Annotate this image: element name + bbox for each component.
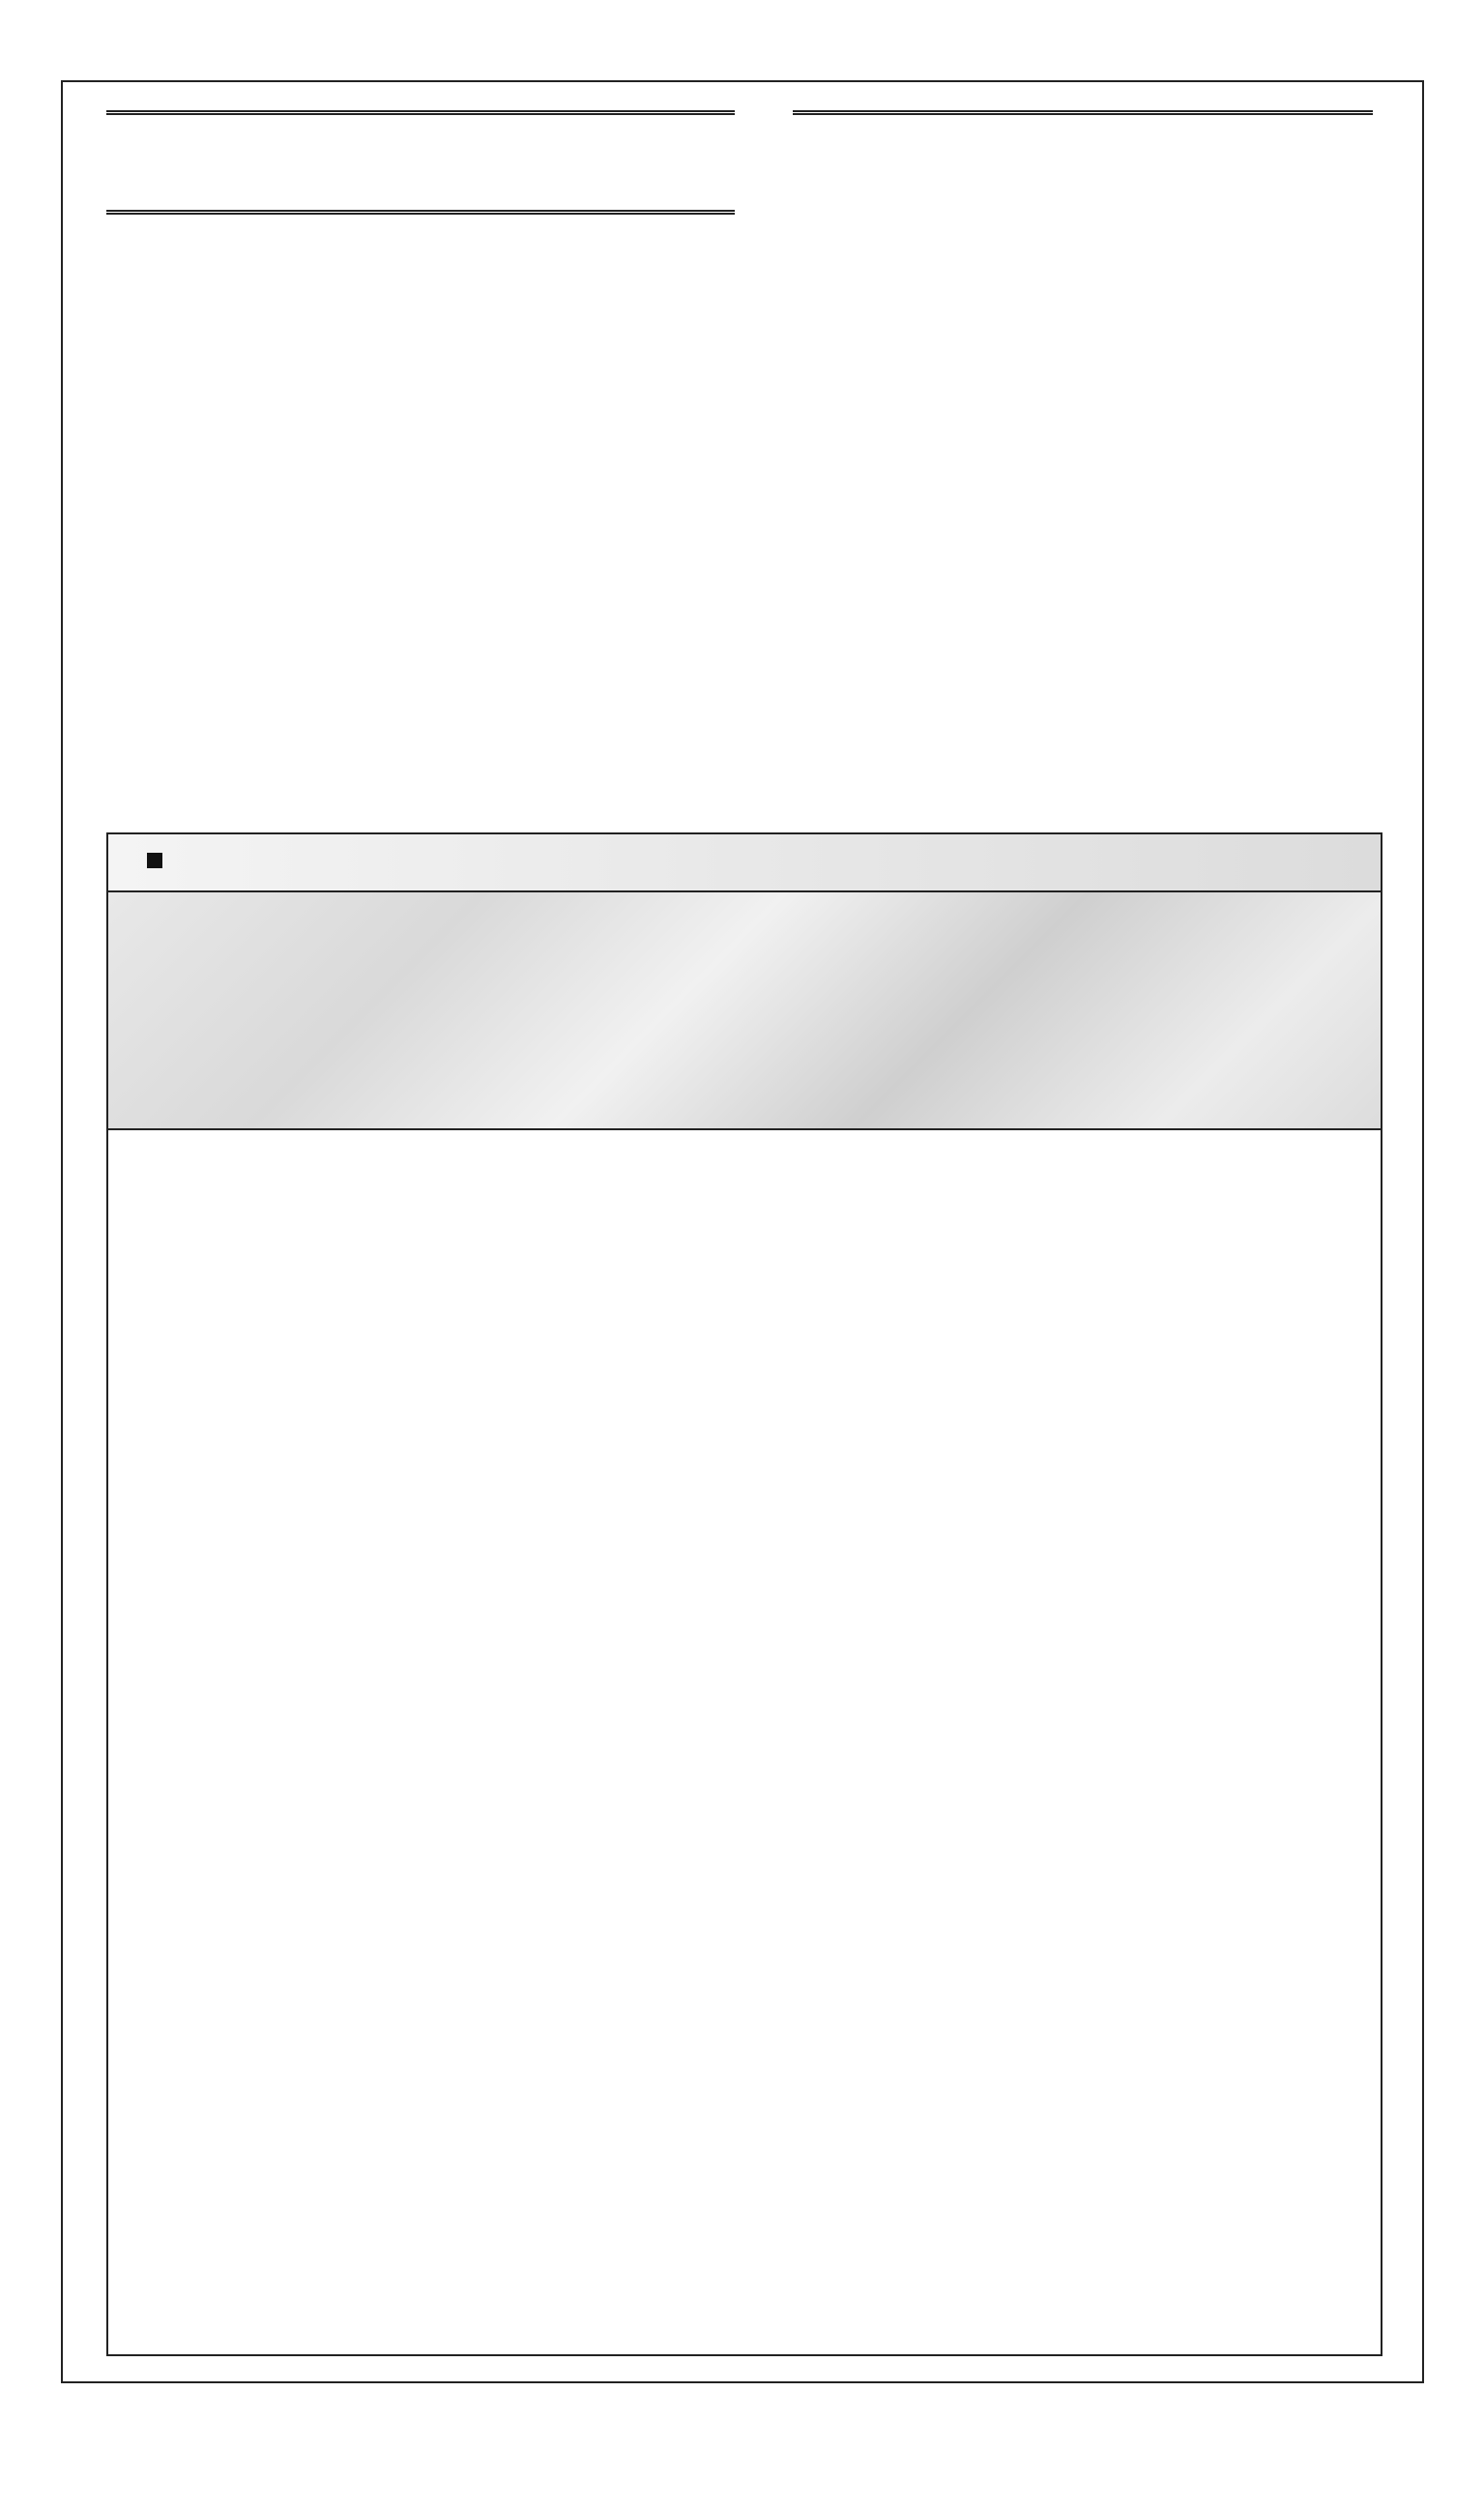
event-item <box>833 1170 1099 1204</box>
square-bullet-icon <box>147 853 162 868</box>
info-box <box>106 832 1382 2356</box>
event-item <box>186 1170 345 1204</box>
event-item <box>833 936 1019 970</box>
event-item <box>186 996 345 1030</box>
sunday-afternoon-section <box>106 106 735 240</box>
event-item <box>186 1112 345 1146</box>
wednesday-prayer-header <box>793 106 1373 115</box>
event-item <box>186 1054 345 1088</box>
event-item <box>833 1054 1019 1088</box>
event-item <box>833 996 1019 1030</box>
event-item <box>186 936 345 970</box>
wednesday-prayer-section <box>793 106 1373 291</box>
may-events-list <box>108 892 1381 1130</box>
dawn-prayer-header <box>106 206 735 215</box>
may-events-header <box>108 834 1381 892</box>
sunday-afternoon-header <box>106 106 735 115</box>
event-item <box>833 1112 1104 1146</box>
